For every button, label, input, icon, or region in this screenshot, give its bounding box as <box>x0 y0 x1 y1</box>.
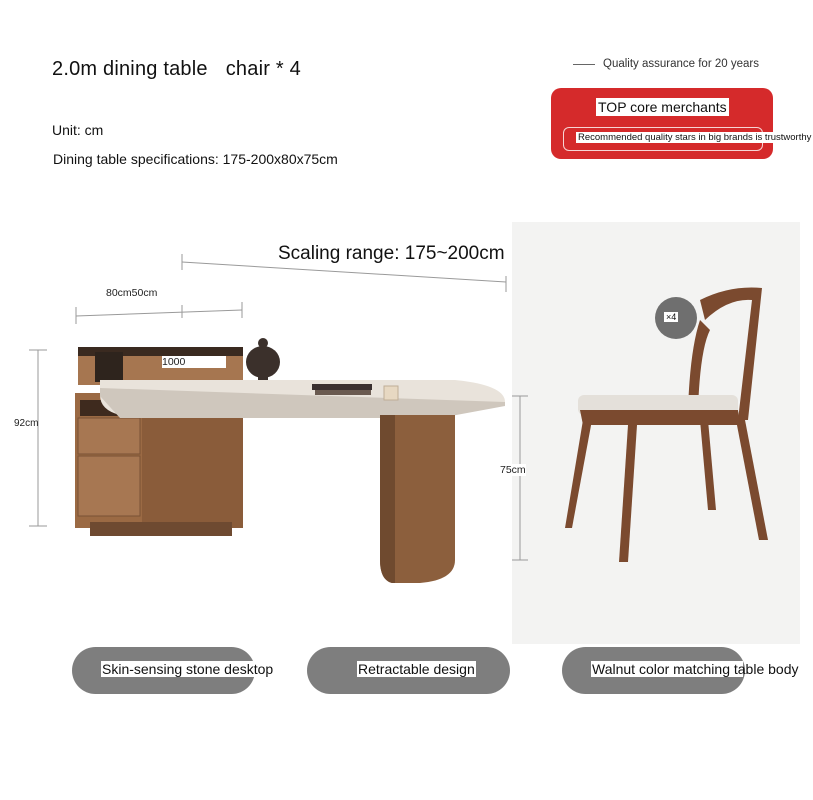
scaling-label: Scaling range: 175~200cm <box>278 243 505 264</box>
feature-pill-stone <box>72 647 274 694</box>
quality-text: Quality assurance for 20 years <box>603 58 759 70</box>
feature-pill-retractable <box>307 647 510 694</box>
chair-count-badge <box>655 297 697 339</box>
badge-subtitle: Recommended quality stars in big brands is trustworthy <box>578 132 812 143</box>
title-chair: chair * 4 <box>225 58 301 80</box>
feature-pill-walnut <box>562 647 799 694</box>
feature-walnut-label: Walnut color matching table body <box>592 661 799 677</box>
feature-stone-label: Skin-sensing stone desktop <box>102 661 274 677</box>
width-label: 80cm50cm <box>106 287 158 299</box>
cabinet-height-label: 92cm <box>14 418 39 429</box>
unit-label: Unit: cm <box>52 122 104 138</box>
chair-count-text: ×4 <box>666 312 677 322</box>
table-height-label: 75cm <box>500 464 526 476</box>
badge-title: TOP core merchants <box>598 99 727 115</box>
feature-retractable-label: Retractable design <box>358 661 475 677</box>
cabinet <box>75 347 243 536</box>
spec-label: Dining table specifications: 175-200x80x75cm <box>53 151 338 167</box>
title-table: 2.0m dining table <box>52 58 208 80</box>
cabinet-label: 1000 <box>162 356 226 368</box>
chair-photo-bg <box>512 222 800 644</box>
